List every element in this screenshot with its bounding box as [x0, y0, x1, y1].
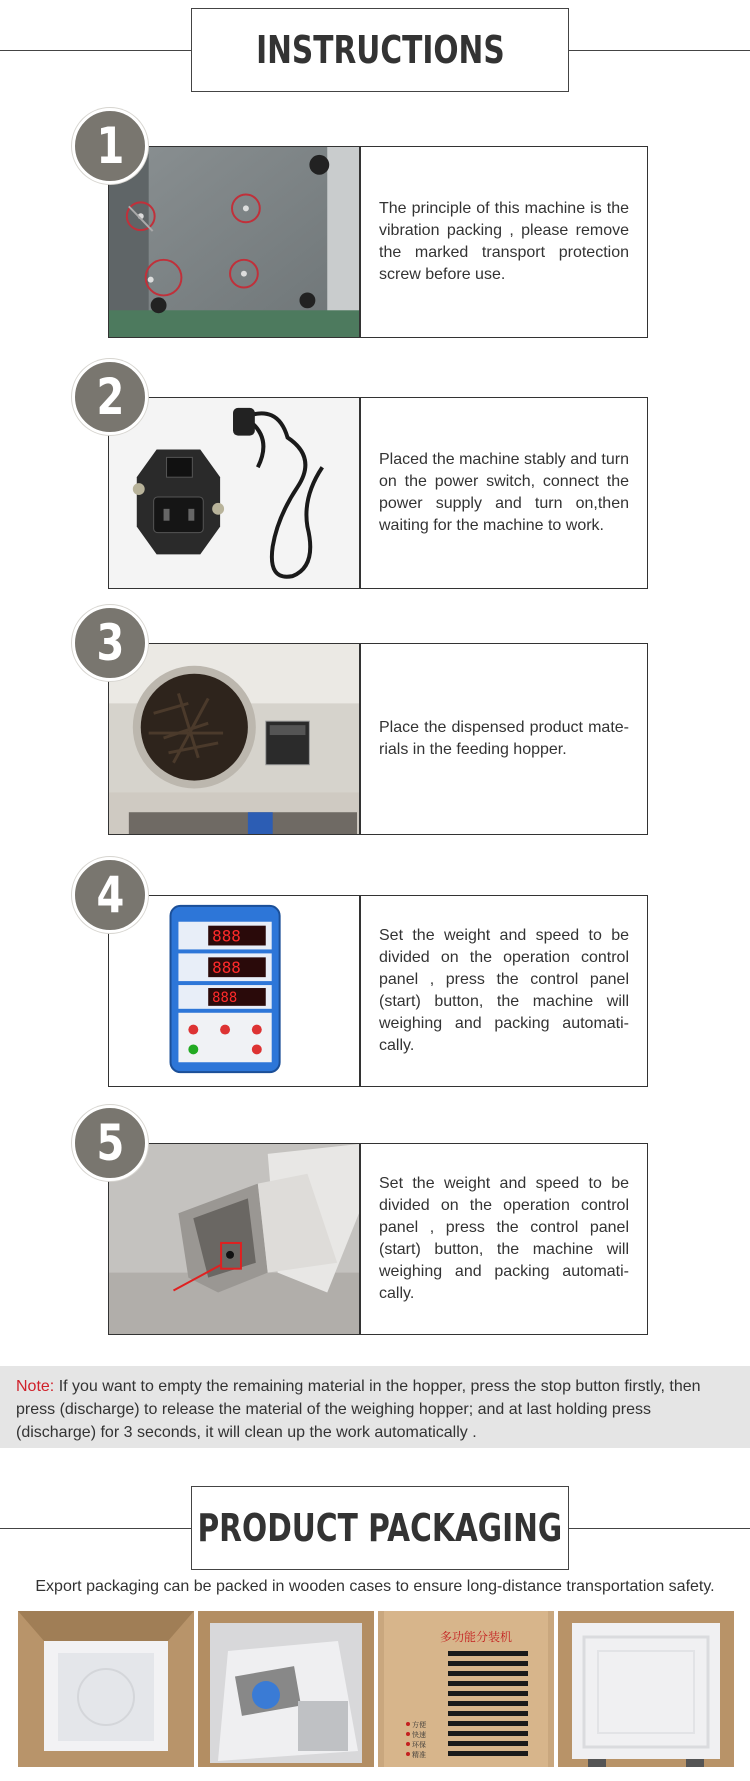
step-4-number: 4: [96, 866, 124, 924]
packaging-title: PRODUCT PACKAGING: [197, 1506, 563, 1550]
svg-text:888: 888: [212, 989, 238, 1006]
carton-small-line-3: 环保: [412, 1741, 426, 1749]
step-2-textbox: [360, 397, 648, 589]
step-5-textbox: [360, 1143, 648, 1335]
step-2-text: Placed the machine stably and turn on the power switch, connect the power supply and turn on,then waiting for the machine to work.: [379, 451, 629, 534]
step-4-text: Set the weight and speed to be divided on the operation control panel , press the control panel (start) button, the machine will weighing and packing automati-cally.: [379, 927, 629, 1054]
step-2: [0, 359, 750, 559]
step-3: [0, 605, 750, 805]
packaging-description: Export packaging can be packed in wooden cases to ensure long-distance transportation safety.: [35, 1578, 715, 1595]
step-4: [0, 857, 750, 1057]
packaging-photo-printed-carton: [378, 1611, 554, 1767]
svg-text:888: 888: [212, 926, 241, 946]
step-4-textbox: [360, 895, 648, 1087]
step-3-number: 3: [96, 614, 124, 672]
step-4-photo: [108, 895, 360, 1087]
packaging-photos: [18, 1611, 733, 1767]
step-1-text: The principle of this machine is the vibration packing , please remove the marked transport protection screw before use.: [379, 200, 629, 283]
header-rule-right: [569, 1528, 750, 1529]
step-5-badge: [72, 1105, 148, 1181]
header-rule-left: [0, 1528, 191, 1529]
step-2-number: 2: [96, 368, 124, 426]
svg-text:888: 888: [212, 958, 241, 978]
step-5-number: 5: [96, 1114, 124, 1172]
step-3-badge: [72, 605, 148, 681]
note-box: [0, 1366, 750, 1448]
step-1: [0, 108, 750, 308]
carton-label: 多功能分装机: [440, 1630, 513, 1644]
step-1-photo: [108, 146, 360, 338]
step-5-text: Set the weight and speed to be divided on the operation control panel , press the control panel (start) button, the machine will weighing and packing automati-cally.: [379, 1175, 629, 1302]
packaging-photo-foam-box: [18, 1611, 194, 1767]
step-5: [0, 1105, 750, 1305]
header-rule-right: [569, 50, 750, 51]
instructions-title-box: [191, 8, 569, 92]
packaging-photo-sealed-foam: [558, 1611, 734, 1767]
step-1-number: 1: [96, 117, 124, 175]
step-3-textbox: [360, 643, 648, 835]
carton-small-line-2: 快速: [412, 1731, 426, 1739]
carton-small-line-4: 精准: [412, 1751, 426, 1759]
step-3-photo: [108, 643, 360, 835]
note-label: Note:: [16, 1378, 55, 1395]
step-1-badge: [72, 108, 148, 184]
carton-small-line-1: 方便: [412, 1721, 426, 1729]
step-4-badge: [72, 857, 148, 933]
step-1-textbox: [360, 146, 648, 338]
packaging-header: [0, 1486, 750, 1570]
step-2-badge: [72, 359, 148, 435]
packaging-photo-machine-in-box: [198, 1611, 374, 1767]
step-3-text: Place the dispensed product mate-rials in the feeding hopper.: [379, 719, 629, 758]
header-rule-left: [0, 50, 191, 51]
step-5-photo: [108, 1143, 360, 1335]
step-2-photo: [108, 397, 360, 589]
instructions-title: INSTRUCTIONS: [255, 28, 505, 72]
instructions-header: [0, 8, 750, 92]
note-text: If you want to empty the remaining material in the hopper, press the stop button firstly, then press (discharge) to release the material of the weighing hopper; and at last holding press (discharge) for 3 seconds, it will clean up the work automatically .: [16, 1378, 701, 1441]
packaging-title-box: [191, 1486, 569, 1570]
